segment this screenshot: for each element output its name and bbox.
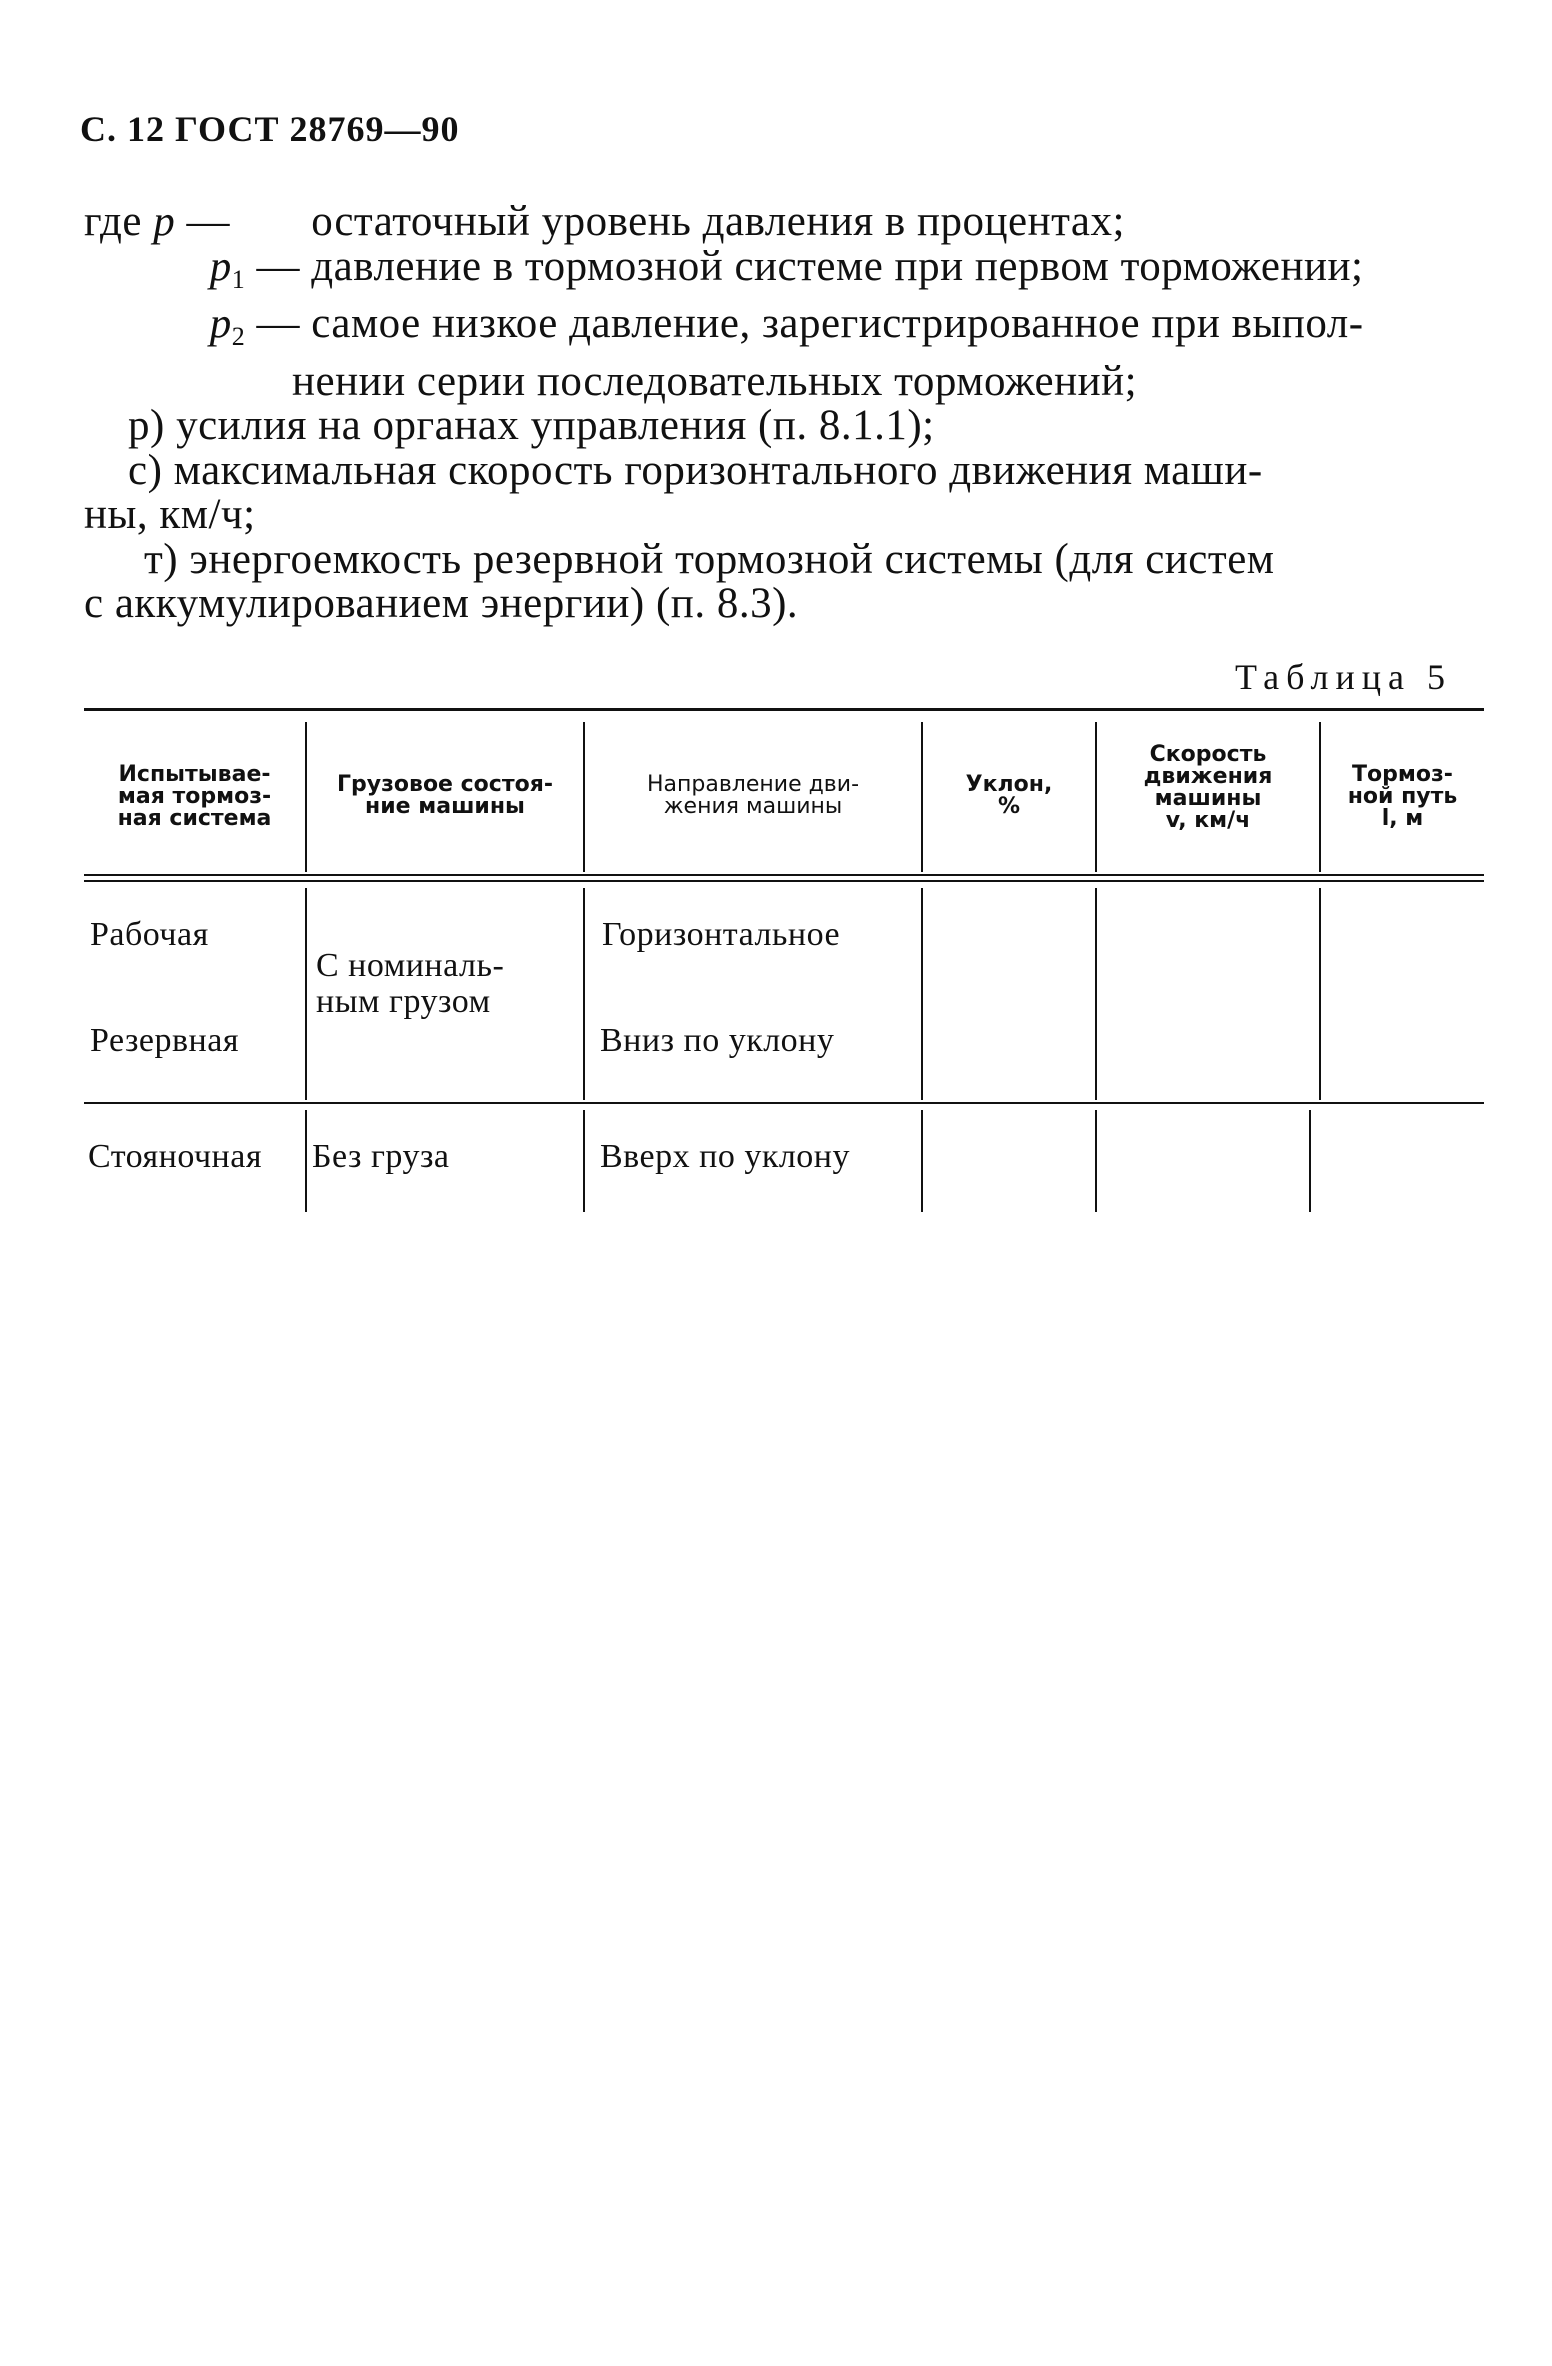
col-rule	[1095, 888, 1097, 1100]
list-item-s: с) максимальная скорость горизонтального движения маши-	[128, 446, 1263, 494]
col-rule	[1095, 1110, 1097, 1212]
list-item-t: т) энергоемкость резервной тормозной системы (для систем	[144, 535, 1275, 583]
header-speed: Скорость движения машины v, км/ч	[1143, 742, 1273, 833]
header-rule-upper	[84, 874, 1484, 876]
col-rule	[921, 888, 923, 1100]
col-rule	[1309, 1110, 1311, 1212]
list-item-t-continuation: с аккумулированием энергии) (п. 8.3).	[84, 580, 799, 627]
table-caption: Таблица 5	[1235, 657, 1452, 697]
col-rule	[305, 1110, 307, 1212]
symbol-p2: p	[209, 300, 232, 347]
definition-p1	[84, 242, 1484, 303]
table-cell-load-empty: Без груза	[312, 1138, 450, 1175]
dash: —	[256, 300, 300, 347]
col-rule	[305, 888, 307, 1100]
header-braking-distance: Тормоз- ной путь l, м	[1347, 762, 1458, 831]
list-item-s-continuation: ны, км/ч;	[84, 491, 256, 538]
subscript-1: 1	[231, 264, 246, 294]
definition-text: самое низкое давление, зарегистрированное при выпол-	[311, 300, 1364, 347]
header-direction: Направление дви- жения машины	[646, 772, 860, 819]
definition-continuation: нении серии последовательных торможений;	[292, 357, 1138, 405]
definition-p2	[84, 302, 1484, 360]
list-item-r: р) усилия на органах управления (п. 8.1.1);	[128, 402, 935, 449]
data-table	[84, 708, 1484, 1218]
definition-lead: где	[84, 198, 142, 245]
header-rule-lower	[84, 880, 1484, 882]
table-cell-direction-downhill: Вниз по уклону	[600, 1022, 835, 1059]
header-load-state: Грузовое состоя- ние машины	[337, 772, 553, 819]
header-slope: Уклон, %	[965, 772, 1053, 819]
definition-text: остаточный уровень давления в процентах;	[311, 198, 1125, 245]
symbol-p1: p	[209, 242, 232, 290]
body-text	[84, 200, 1484, 627]
subscript-2: 2	[231, 322, 246, 351]
table-cell-direction-horizontal: Горизонтальное	[602, 916, 841, 953]
table-top-rule	[84, 708, 1484, 711]
table-cell-load-nominal: С номиналь- ным грузом	[316, 947, 505, 1020]
row-rule	[84, 1102, 1484, 1104]
col-rule	[1319, 888, 1321, 1100]
table-cell-system-parking: Стояночная	[88, 1138, 262, 1175]
dash: —	[256, 242, 300, 290]
col-rule	[583, 1110, 585, 1212]
table-cell-system-reserve: Резервная	[90, 1022, 239, 1059]
symbol-p: p	[153, 198, 176, 245]
page-header: С. 12 ГОСТ 28769—90	[80, 109, 460, 149]
dash: —	[186, 198, 230, 245]
table-cell-system-service: Рабочая	[90, 916, 209, 953]
header-test-system: Испытывае- мая тормоз- ная система	[117, 762, 272, 831]
table-cell-direction-uphill: Вверх по уклону	[600, 1138, 850, 1175]
col-rule	[921, 1110, 923, 1212]
definition-p	[84, 200, 1484, 245]
col-rule	[583, 888, 585, 1100]
definition-text: давление в тормозной системе при первом торможении;	[311, 242, 1364, 290]
